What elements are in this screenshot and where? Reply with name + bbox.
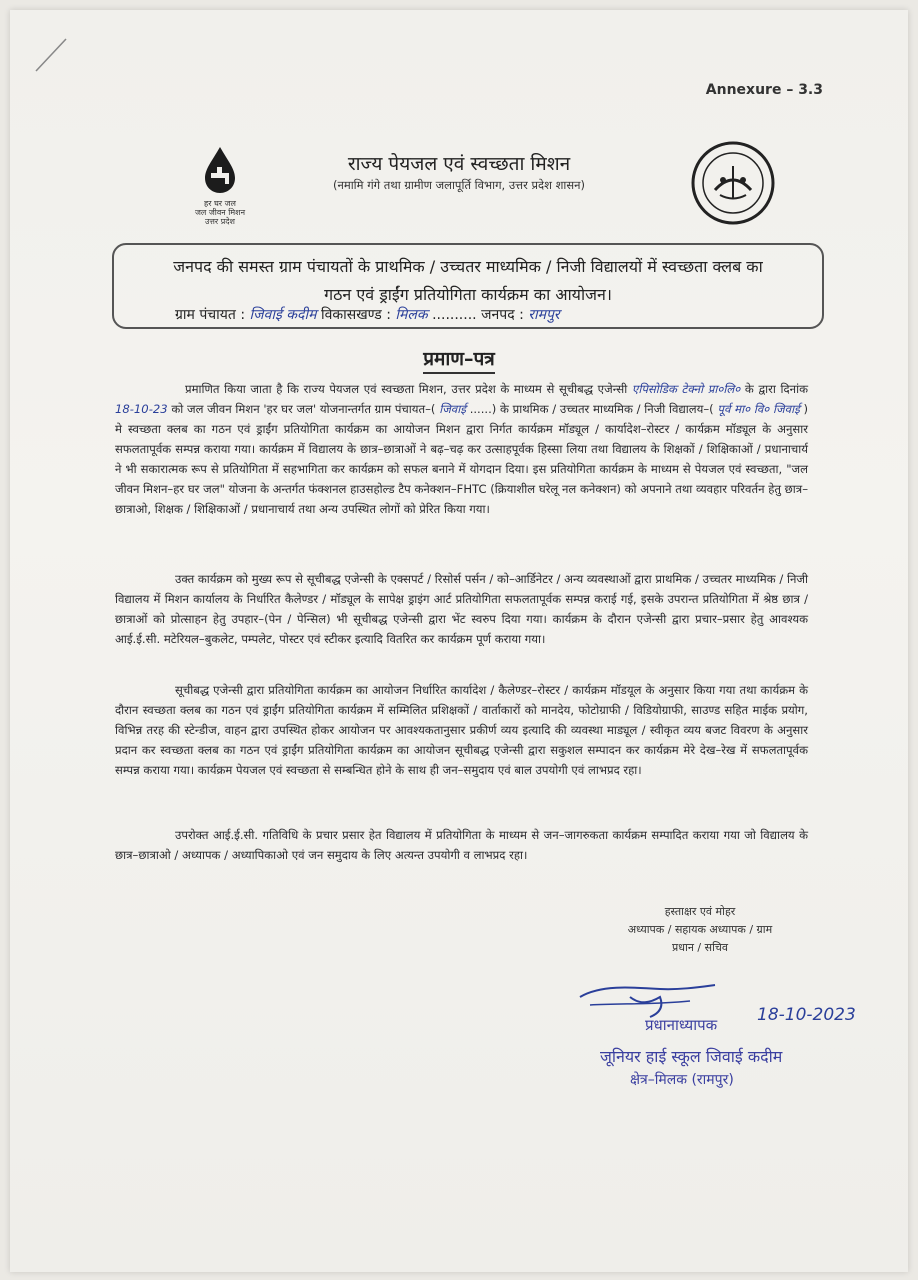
logo-caption-3: उत्तर प्रदेश: [205, 217, 235, 226]
school-handwritten: पूर्व मा० वि० जिवाई: [717, 402, 800, 416]
gram-panchayat-value: जिवाई कदीम: [249, 307, 317, 323]
janpad-label: जनपद :: [481, 307, 524, 323]
paragraph-2: उक्त कार्यक्रम को मुख्य रूप से सूचीबद्ध एजेन्सी के एक्सपर्ट / रिसोर्स पर्सन / को–आर्डिनेटर / अन्य व्यवस्थाओं द्वारा प्राथमिक / उच्चतर माध्यमिक / निजी विद्यालय में मिशन कार्यालय के निर्धारित कैलेण्डर / मॉड्यूल के सापेक्ष ड्राइंग आर्ट प्रतियोगिता सफलतापूर्वक सम्पन्न कराई गई, इसके उपरान्त प्रतियोगिता में श्रेष्ठ छात्र / छात्राओं को प्रोत्साहन हेतु उपहार–(पेन / पेन्सिल) भी सूचीबद्ध एजेन्सी द्वारा भेंट स्वरुप दिया गया। कार्यक्रम के दौरान एजेन्सी द्वारा प्रचार–प्रसार हेतु आवश्यक आई.ई.सी. मटेरियल–बुकलेट, पम्पलेट, पोस्टर एवं स्टीकर इत्यादि वितरित कर कार्यक्रम पूर्ण कराया गया।: [115, 572, 808, 646]
pen-mark-icon: [32, 35, 72, 75]
annexure-label: Annexure – 3.3: [705, 82, 823, 98]
signature-date-handwritten: 18-10-2023: [757, 1005, 856, 1025]
document-title: प्रमाण–पत्र: [0, 345, 918, 371]
program-title-line1: जनपद की समस्त ग्राम पंचायतों के प्राथमिक / उच्चतर माध्यमिक / निजी विद्यालयों में स्वच्छता क्लब का: [173, 257, 763, 276]
signature-label: हस्ताक्षर एवं मोहर: [664, 905, 736, 918]
stamp-area: क्षेत्र–मिलक (रामपुर): [630, 1072, 734, 1088]
p1-text-c: को जल जीवन मिशन 'हर घर जल' योजनान्तर्गत ग्राम पंचायत–(: [171, 402, 436, 416]
p1-text-e: ) मे स्वच्छता क्लब का गठन एवं ड्राईंग प्रतियोगिता कार्यक्रम का आयोजन मिशन द्वारा निर्गत कार्यक्रम मॉड्यूल / कार्यादेश–रोस्टर / कार्यक्रम मॉड्यूल के अनुसार सफलतापूर्वक सम्पन्न कराया गया। कार्यक्रम में विद्यालय के छात्र–छात्राओं ने बढ़–चढ़ कर उत्साहपूर्वक हिस्सा लिया तथा विद्यालय के शिक्षकों / शिक्षिकाओं / प्रधानाचार्य ने भी सकारात्मक रूप से प्रतियोगिता में सहभागिता कर कार्यक्रम को सफल बनाने में योगदान दिया। इस प्रतियोगिता कार्यक्रम के माध्यम से पेयजल एवं स्वच्छता, "जल जीवन मिशन–हर घर जल" योजना के अन्तर्गत फंक्शनल हाउसहोल्ड टैप कनेक्शन–FHTC (क्रियाशील घरेलू नल कनेक्शन) को अपनाने तथा व्यवहार परिवर्तन हेतु छात्र–छात्राओ, शिक्षक / शिक्षिकाओं / प्रधानाचार्य तथा अन्य उपस्थित लोगों को प्रेरित किया गया।: [115, 402, 809, 516]
vikaskhand-label: विकासखण्ड :: [320, 307, 391, 323]
paragraph-1: [115, 379, 808, 519]
program-location-line: ग्राम पंचायत : जिवाई कदीम विकासखण्ड : मिलक .......... जनपद : रामपुर: [175, 307, 560, 323]
gram-handwritten: जिवाई: [439, 402, 466, 416]
p1-text-d: ......) के प्राथमिक / उच्चतर माध्यमिक / निजी विद्यालय–(: [469, 402, 714, 416]
janpad-value: रामपुर: [528, 307, 560, 323]
p1-text-b: के द्वारा दिनांक: [744, 382, 809, 396]
p1-text-a: प्रमाणित किया जाता है कि राज्य पेयजल एवं स्वच्छता मिशन, उत्तर प्रदेश के माध्यम से सूचीबद्ध एजेन्सी: [185, 382, 628, 396]
stamp-designation: प्रधानाध्यापक: [645, 1016, 718, 1034]
up-government-seal-icon: [690, 140, 776, 226]
stamp-school-name: जूनियर हाई स्कूल जिवाई कदीम: [600, 1047, 783, 1066]
logo-caption-2: जल जीवन मिशन: [194, 208, 246, 217]
paragraph-4: उपरोक्त आई.ई.सी. गतिविधि के प्रचार प्रसार हेत विद्यालय में प्रतियोगिता के माध्यम से जन–जागरुकता कार्यक्रम सम्पादित कराया गया जो विद्यालय के छात्र–छात्राओ / अध्यापक / अध्यापिकाओ एवं जन समुदाय के लिए अत्यन्त उपयोगी व लाभप्रद रहा।: [115, 828, 808, 862]
signatory-role-1: अध्यापक / सहायक अध्यापक / ग्राम: [627, 923, 773, 936]
vikaskhand-value: मिलक: [395, 307, 428, 323]
program-title-line2: गठन एवं ड्राईंग प्रतियोगिता कार्यक्रम का आयोजन।: [324, 285, 612, 304]
gram-panchayat-label: ग्राम पंचायत :: [175, 307, 246, 323]
org-title: राज्य पेयजल एवं स्वच्छता मिशन: [347, 153, 571, 175]
logo-caption-1: हर घर जल: [204, 199, 236, 208]
org-subtitle: (नमामि गंगे तथा ग्रामीण जलापूर्ति विभाग, उत्तर प्रदेश शासन): [332, 178, 586, 192]
program-date-handwritten: 18-10-23: [115, 402, 168, 416]
agency-name-handwritten: एपिसोडिक टेक्नो प्रा०लि०: [631, 382, 741, 396]
signatory-role-2: प्रधान / सचिव: [671, 941, 729, 954]
paragraph-3: सूचीबद्ध एजेन्सी द्वारा प्रतियोगिता कार्यक्रम का आयोजन निर्धारित कार्यादेश / कैलेण्डर–रोस्टर / कार्यक्रम मॉडयूल के अनुसार किया गया तथा कार्यक्रम के दौरान स्वच्छता क्लब का गठन एवं ड्राईंग प्रतियोगिता कार्यक्रम में सम्मिलित प्रशिक्षकों / वार्ताकारों को मानदेय, फोटोग्राफी / विडियोग्राफी, साउण्ड सहित माईक प्रयोग, विभिन्न तरह की स्टेन्डीज, वाहन द्वारा उपस्थित होकर आयोजन पर आवश्यकतानुसार प्रकीर्ण व्यय इत्यादि की व्यवस्था माड्यूल / स्वीकृत व्यय बजट विवरण के अनुसार प्रदान कर स्वच्छता क्लब का गठन एवं ड्राईंग प्रतियोगिता कार्यक्रम का आयोजन सूचीबद्ध एजेन्सी द्वारा सकुशल सम्पादन कर कार्यक्रम मेरे देख–रेख में सफलतापूर्वक सम्पन्न कराया गया। कार्यक्रम पेयजल एवं स्वच्छता से सम्बन्धित होने के साथ ही जन–समुदाय एवं बाल उपयोगी एवं लाभप्रद रहा।: [115, 683, 808, 777]
